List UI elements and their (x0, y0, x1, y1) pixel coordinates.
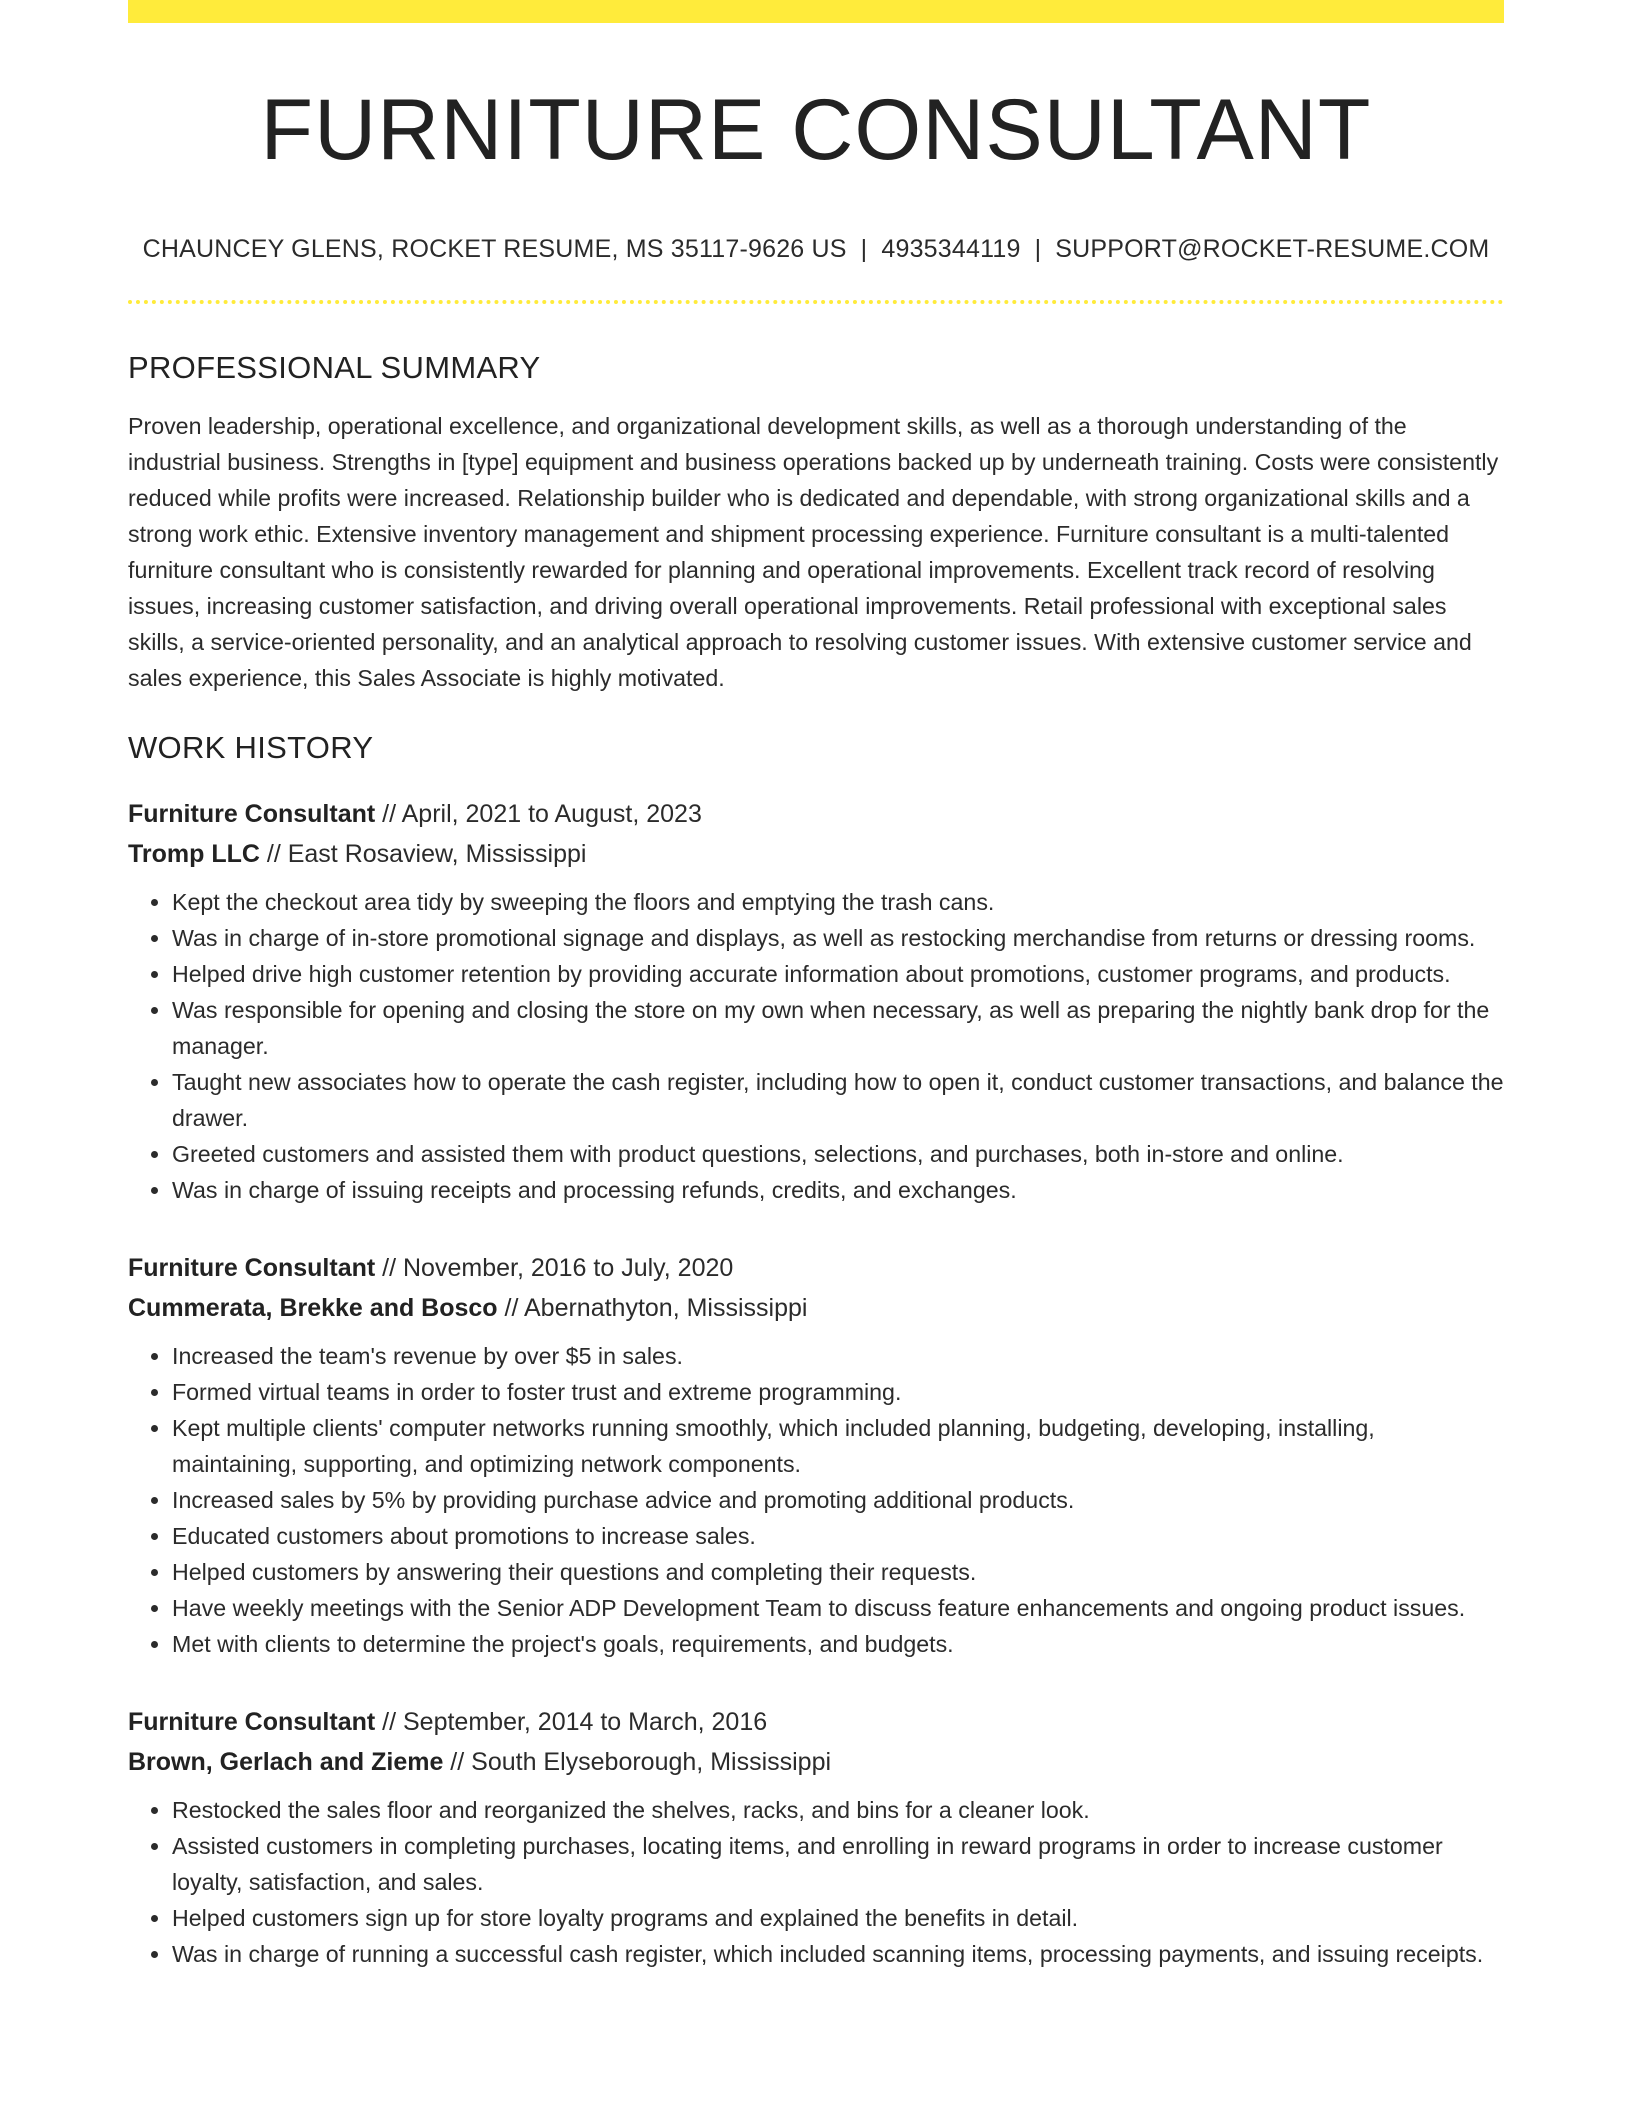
list-item: • Kept multiple clients' computer networks running smoothly, which included planning, budgeting, developing, installing, maintaining, supporting, and optimizing network components. (172, 1410, 1504, 1482)
job-bullets (128, 884, 1504, 1208)
job-dates: // April, 2021 to August, 2023 (375, 799, 702, 828)
list-item: • Helped drive high customer retention by providing accurate information about promotions, customer programs, and products. (172, 956, 1504, 992)
job-role: Furniture Consultant (128, 799, 376, 828)
dotted-divider (128, 300, 1504, 304)
job-location: // South Elyseborough, Mississippi (443, 1747, 832, 1776)
list-item: • Taught new associates how to operate the cash register, including how to open it, conduct customer transactions, and balance the drawer. (172, 1064, 1504, 1136)
job-role: Furniture Consultant (128, 1253, 376, 1282)
contact-phone: 4935344119 (881, 234, 1021, 263)
job-dates: // November, 2016 to July, 2020 (375, 1253, 734, 1282)
resume-name: FURNITURE CONSULTANT (260, 82, 1372, 178)
job-bullets (128, 1792, 1504, 1972)
list-item: • Formed virtual teams in order to foster trust and extreme programming. (172, 1374, 1504, 1410)
list-item: • Educated customers about promotions to increase sales. (172, 1518, 1504, 1554)
work-history-list (128, 794, 1504, 1972)
list-item: • Kept the checkout area tidy by sweeping the floors and emptying the trash cans. (172, 884, 1504, 920)
job-role: Furniture Consultant (128, 1707, 376, 1736)
job-company-line (128, 1742, 1504, 1782)
contact-email: SUPPORT@ROCKET-RESUME.COM (1055, 234, 1490, 263)
list-item: • Increased sales by 5% by providing purchase advice and promoting additional products. (172, 1482, 1504, 1518)
job-dates: // September, 2014 to March, 2016 (375, 1707, 768, 1736)
job-entry (128, 1248, 1504, 1662)
list-item: • Increased the team's revenue by over $5 in sales. (172, 1338, 1504, 1374)
list-item: • Met with clients to determine the project's goals, requirements, and budgets. (172, 1626, 1504, 1662)
job-title-line (128, 794, 1504, 834)
summary-heading: PROFESSIONAL SUMMARY (128, 349, 541, 385)
work-history-heading: WORK HISTORY (128, 729, 374, 765)
contact-separator: | (1034, 234, 1042, 263)
contact-line (128, 235, 1504, 264)
job-bullets (128, 1338, 1504, 1662)
job-title-line (128, 1248, 1504, 1288)
accent-top-bar (128, 0, 1504, 23)
job-company: Cummerata, Brekke and Bosco (128, 1293, 498, 1322)
resume-page (128, 0, 1504, 1972)
summary-text: Proven leadership, operational excellence, and organizational development skills, as well as a thorough understanding of the industrial business. Strengths in [type] equipment and business operations backed up by underneath training. Costs were consistently reduced while profits were increased. Relationship builder who is dedicated and dependable, with strong organizational skills and a strong work ethic. Extensive inventory management and shipment processing experience. Furniture consultant is a multi-talented furniture consultant who is consistently rewarded for planning and operational improvements. Excellent track record of resolving issues, increasing customer satisfaction, and driving overall operational improvements. Retail professional with exceptional sales skills, a service-oriented personality, and an analytical approach to resolving customer issues. With extensive customer service and sales experience, this Sales Associate is highly motivated. (128, 412, 1499, 691)
list-item: • Was in charge of in-store promotional signage and displays, as well as restocking merchandise from returns or dressing rooms. (172, 920, 1504, 956)
list-item: • Was responsible for opening and closing the store on my own when necessary, as well as preparing the nightly bank drop for the manager. (172, 992, 1504, 1064)
list-item: • Was in charge of issuing receipts and processing refunds, credits, and exchanges. (172, 1172, 1504, 1208)
contact-address: CHAUNCEY GLENS, ROCKET RESUME, MS 35117-9626 US (142, 234, 847, 263)
job-entry (128, 794, 1504, 1208)
job-company-line (128, 1288, 1504, 1328)
job-location: // Abernathyton, Mississippi (497, 1293, 808, 1322)
list-item: • Helped customers by answering their questions and completing their requests. (172, 1554, 1504, 1590)
contact-separator: | (860, 234, 868, 263)
list-item: • Assisted customers in completing purchases, locating items, and enrolling in reward programs in order to increase customer loyalty, satisfaction, and sales. (172, 1828, 1504, 1900)
job-location: // East Rosaview, Mississippi (259, 839, 587, 868)
list-item: • Helped customers sign up for store loyalty programs and explained the benefits in detail. (172, 1900, 1504, 1936)
job-company: Brown, Gerlach and Zieme (128, 1747, 444, 1776)
job-company: Tromp LLC (128, 839, 260, 868)
job-entry (128, 1702, 1504, 1972)
list-item: • Was in charge of running a successful cash register, which included scanning items, processing payments, and issuing receipts. (172, 1936, 1504, 1972)
job-title-line (128, 1702, 1504, 1742)
list-item: • Have weekly meetings with the Senior ADP Development Team to discuss feature enhancements and ongoing product issues. (172, 1590, 1504, 1626)
list-item: • Restocked the sales floor and reorganized the shelves, racks, and bins for a cleaner look. (172, 1792, 1504, 1828)
job-company-line (128, 834, 1504, 874)
list-item: • Greeted customers and assisted them with product questions, selections, and purchases, both in-store and online. (172, 1136, 1504, 1172)
